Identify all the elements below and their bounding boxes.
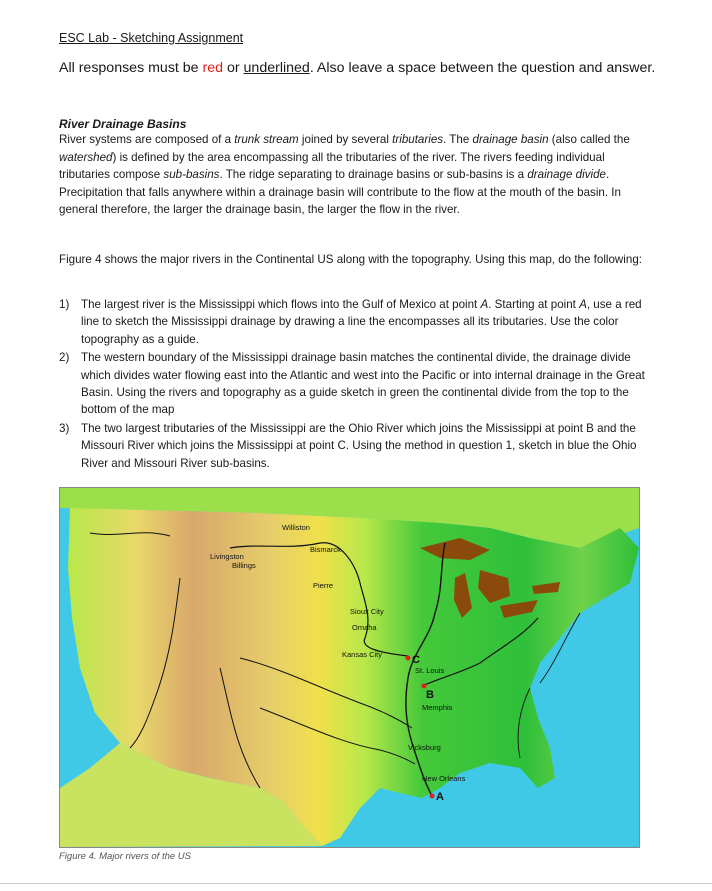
question-3 (59, 420, 653, 472)
point-c-marker (406, 656, 411, 661)
instructions-text-2: or (223, 60, 244, 76)
para-text: ) is defined by the area encompassing all the tributaries of the river. The rivers feeding individual tributaries compose (59, 150, 605, 182)
instructions-underlined-word: underlined (243, 60, 310, 76)
city-label-williston: Williston (282, 523, 310, 532)
term-drainage-divide: drainage divide (527, 168, 606, 182)
figure-caption: Figure 4. Major rivers of the US (59, 851, 191, 862)
city-label-new-orleans: New Orleans (422, 774, 466, 783)
para-text: . The ridge separating to drainage basins or sub-basins is a (219, 168, 528, 182)
city-label-st-louis: St. Louis (415, 666, 445, 675)
point-label-c: C (412, 654, 420, 666)
term-tributaries: tributaries (392, 133, 444, 146)
term-drainage-basin: drainage basin (472, 133, 549, 146)
city-label-kansas-city: Kansas City (342, 650, 383, 659)
figure-intro-paragraph: Figure 4 shows the major rivers in the Continental US along with the topography. Using this map, do the following: (59, 253, 642, 266)
city-label-bismarck: Bismarck (310, 545, 341, 554)
point-label-b: B (426, 689, 434, 701)
response-instructions (59, 60, 659, 76)
page-divider (0, 883, 712, 884)
para-text: (also called the (548, 133, 630, 146)
section-title: River Drainage Basins (59, 117, 187, 131)
instructions-red-word: red (202, 60, 224, 76)
point-a-marker (430, 794, 435, 799)
term-trunk-stream: trunk stream (234, 133, 299, 146)
city-label-pierre: Pierre (313, 581, 334, 590)
question-number: 3) (59, 421, 70, 435)
point-ref: A (579, 298, 587, 311)
question-1 (59, 296, 653, 348)
question-text: The largest river is the Mississippi which flows into the Gulf of Mexico at point (81, 298, 481, 311)
para-text: . The (443, 133, 473, 146)
question-text: . Starting at point (488, 298, 580, 311)
instructions-text-3: . Also leave a space between the question and answer. (309, 60, 656, 76)
city-label-livingston: Livingston (210, 552, 244, 561)
term-watershed: watershed (59, 150, 113, 164)
instructions-text-1: All responses must be (59, 60, 203, 76)
term-sub-basins: sub-basins (163, 168, 220, 182)
para-text: River systems are composed of a (59, 133, 235, 146)
point-ref: A (480, 298, 489, 311)
city-label-omaha: Omaha (352, 623, 377, 632)
para-text: joined by several (298, 133, 393, 146)
question-number: 2) (59, 351, 70, 365)
city-label-billings: Billings (232, 561, 256, 570)
question-2 (59, 349, 653, 419)
point-label-a: A (436, 791, 444, 803)
question-text: , use a red line to sketch the Mississippi drainage by drawing a line the encompasses all its tributaries. Use the color topography as a guide. (81, 298, 642, 346)
question-number: 1) (59, 298, 70, 311)
page-title: ESC Lab - Sketching Assignment (59, 31, 244, 45)
city-label-sioux-city: Sioux City (350, 607, 384, 616)
question-text: The western boundary of the Mississippi drainage basin matches the continental divide, the drainage divide which divides water flowing east into the Atlantic and west into the Pacific or into internal drainage in the Great Basin. Using the rivers and topography as a guide sketch in green the continental divide from the top to the bottom of the map (81, 351, 645, 417)
drainage-basin-paragraph (59, 131, 645, 219)
city-label-vicksburg: Vicksburg (408, 743, 441, 752)
city-label-memphis: Memphis (422, 703, 453, 712)
us-rivers-topography-map (59, 487, 640, 848)
point-b-marker (422, 684, 427, 689)
question-list (59, 296, 653, 473)
question-text: The two largest tributaries of the Mississippi are the Ohio River which joins the Mississippi at point B and the Missouri River which joins the Mississippi at point C. Using the method in question 1, sketch in blue the Ohio River and Missouri River sub-basins. (81, 421, 637, 470)
para-text: . Precipitation that falls anywhere within a drainage basin will contribute to the flow at the mouth of the basin. In general therefore, the larger the drainage basin, the larger the flow in the river. (59, 168, 621, 217)
